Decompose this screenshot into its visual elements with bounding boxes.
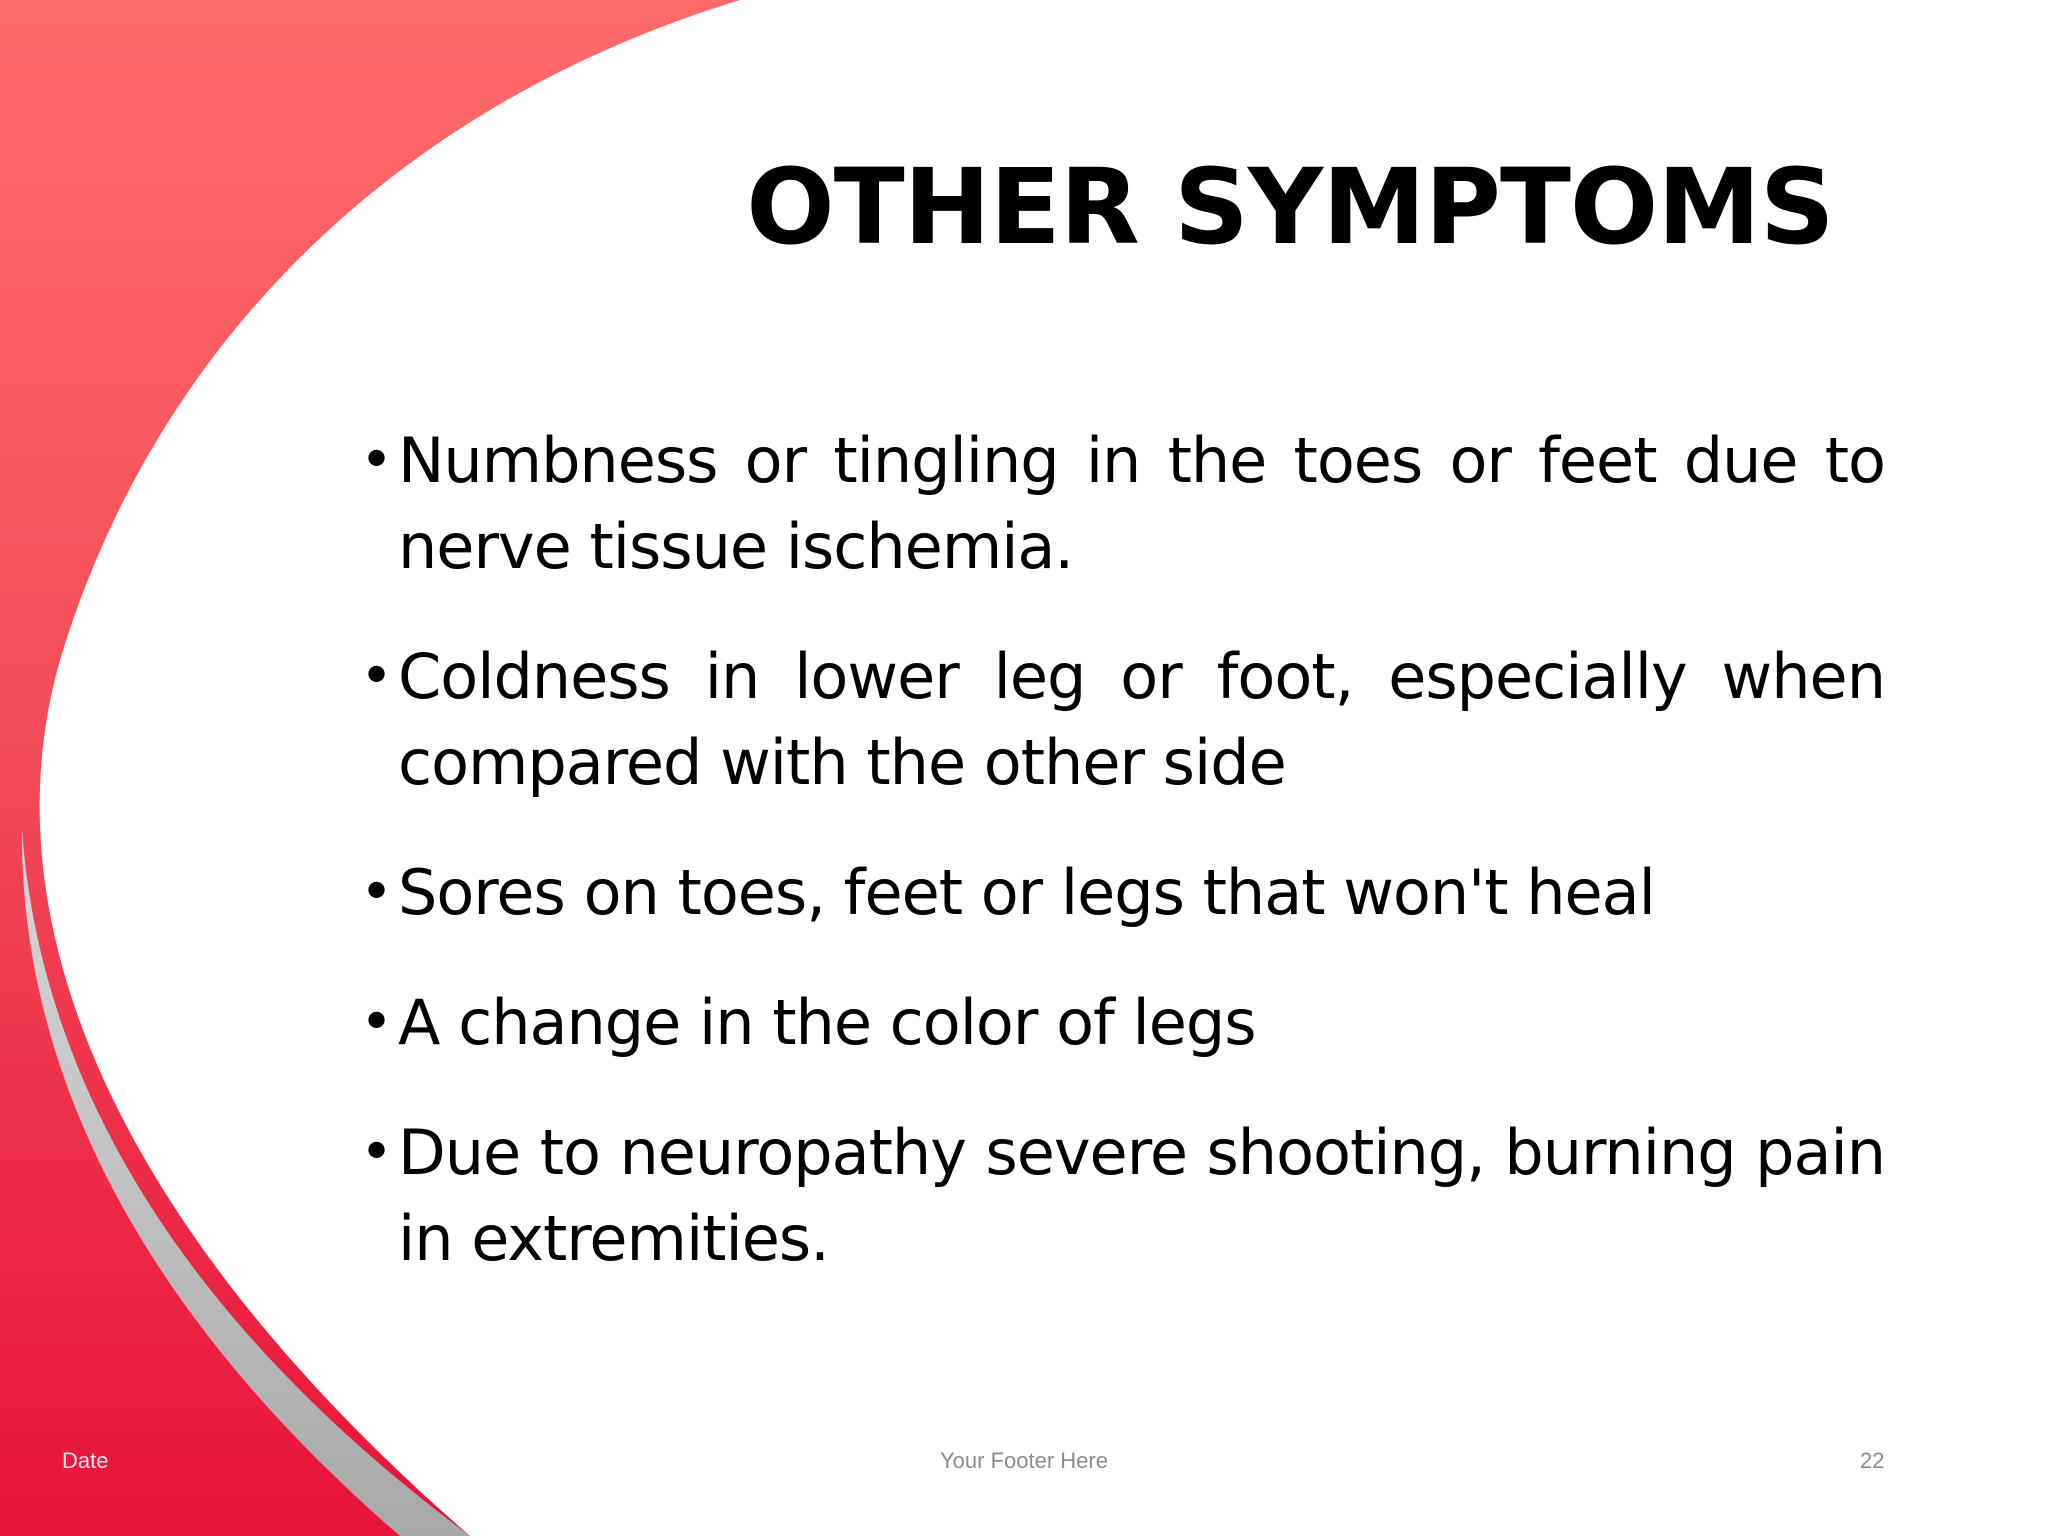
bullet-icon: •: [360, 644, 393, 709]
bullet-item: [360, 980, 1885, 1066]
bullet-icon: •: [360, 1120, 393, 1185]
bullet-text: Coldness in lower leg or foot, especially when compared with the other side: [398, 640, 1885, 799]
bullet-item: [360, 850, 1885, 936]
bullet-icon: •: [360, 990, 393, 1055]
bullet-icon: •: [360, 428, 393, 493]
bullet-icon: •: [360, 860, 393, 925]
footer-text: Your Footer Here: [940, 1448, 1108, 1473]
slide-title: OTHER SYMPTOMS: [746, 146, 1834, 268]
page-number: 22: [1860, 1448, 1885, 1473]
bullet-text: Due to neuropathy severe shooting, burning pain in extremities.: [398, 1116, 1885, 1275]
bullet-text: Numbness or tingling in the toes or feet due to nerve tissue ischemia.: [398, 424, 1885, 583]
bullet-item: [360, 1110, 1885, 1282]
footer-date: Date: [62, 1448, 109, 1473]
bullet-text: A change in the color of legs: [398, 986, 1256, 1059]
bullet-text: Sores on toes, feet or legs that won't heal: [398, 856, 1655, 929]
bullet-item: [360, 634, 1885, 806]
bullet-item: [360, 418, 1885, 590]
bullet-list: [360, 418, 1885, 1326]
